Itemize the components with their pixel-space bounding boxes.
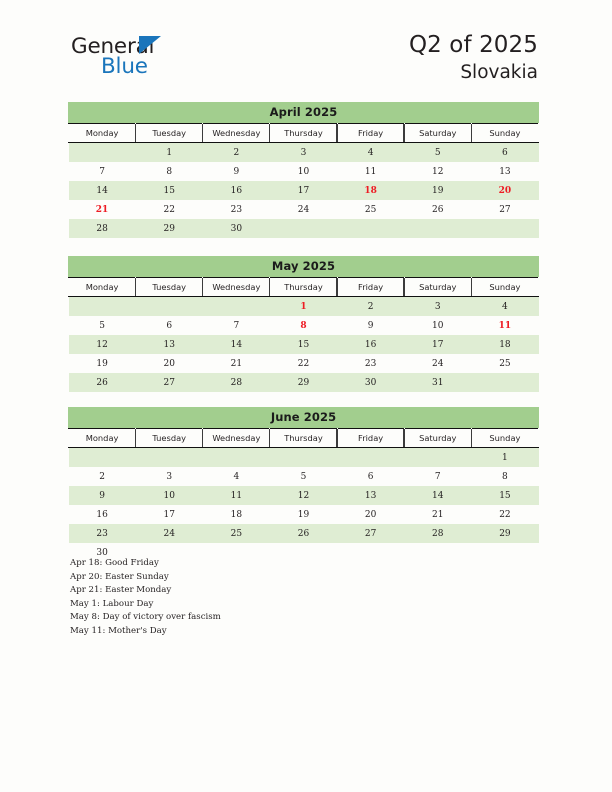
- month-title: June 2025: [68, 407, 539, 428]
- day-cell-empty: [404, 448, 471, 468]
- weekday-header-friday: Friday: [337, 278, 404, 297]
- day-cell-empty: [337, 448, 404, 468]
- weekday-header-row: [69, 124, 539, 143]
- day-cell[interactable]: 28: [203, 373, 270, 392]
- day-cell-empty: [270, 219, 337, 238]
- calendar-month-2: [68, 256, 539, 392]
- day-cell[interactable]: 9: [69, 486, 136, 505]
- day-cell[interactable]: 8: [136, 162, 203, 181]
- brand-logo[interactable]: [71, 34, 271, 82]
- weekday-header-sunday: Sunday: [471, 124, 538, 143]
- day-cell-empty: [136, 297, 203, 317]
- day-cell[interactable]: 30: [337, 373, 404, 392]
- day-cell[interactable]: 2: [69, 467, 136, 486]
- day-cell[interactable]: 12: [404, 162, 471, 181]
- day-cell[interactable]: 27: [471, 200, 538, 219]
- weekday-header-saturday: Saturday: [404, 124, 471, 143]
- weekday-header-saturday: Saturday: [404, 429, 471, 448]
- day-cell[interactable]: 24: [136, 524, 203, 543]
- day-cell[interactable]: 20: [337, 505, 404, 524]
- day-cell-empty: [270, 448, 337, 468]
- day-cell[interactable]: 1: [270, 297, 337, 317]
- weekday-header-monday: Monday: [69, 124, 136, 143]
- month-title: April 2025: [68, 102, 539, 123]
- day-cell[interactable]: 17: [404, 335, 471, 354]
- day-cell-empty: [471, 219, 538, 238]
- day-cell[interactable]: 15: [136, 181, 203, 200]
- day-cell[interactable]: 6: [471, 143, 538, 163]
- day-cell[interactable]: 4: [471, 297, 538, 317]
- day-cell[interactable]: 25: [337, 200, 404, 219]
- day-cell[interactable]: 18: [471, 335, 538, 354]
- day-cell[interactable]: 6: [136, 316, 203, 335]
- weekday-header-wednesday: Wednesday: [203, 124, 270, 143]
- weekday-header-thursday: Thursday: [270, 124, 337, 143]
- day-cell[interactable]: 23: [337, 354, 404, 373]
- day-cell[interactable]: 14: [203, 335, 270, 354]
- weekday-header-wednesday: Wednesday: [203, 429, 270, 448]
- day-cell[interactable]: 25: [203, 524, 270, 543]
- weekday-header-sunday: Sunday: [471, 278, 538, 297]
- week-row: [69, 448, 539, 468]
- day-cell[interactable]: 15: [471, 486, 538, 505]
- holiday-legend-list: [70, 557, 490, 639]
- holiday-legend-item: May 11: Mother's Day: [70, 625, 167, 636]
- day-cell-empty: [337, 219, 404, 238]
- day-cell[interactable]: 1: [136, 143, 203, 163]
- week-row: [69, 219, 539, 238]
- week-row: [69, 162, 539, 181]
- day-cell[interactable]: 26: [270, 524, 337, 543]
- brand-name-blue: Blue: [101, 54, 148, 79]
- day-cell[interactable]: 6: [337, 467, 404, 486]
- week-row: [69, 505, 539, 524]
- day-cell[interactable]: 5: [270, 467, 337, 486]
- day-cell[interactable]: 11: [471, 316, 538, 335]
- day-cell[interactable]: 10: [404, 316, 471, 335]
- day-cell[interactable]: 19: [270, 505, 337, 524]
- weekday-header-thursday: Thursday: [270, 278, 337, 297]
- day-cell[interactable]: 19: [69, 354, 136, 373]
- day-cell[interactable]: 15: [270, 335, 337, 354]
- weekday-header-row: [69, 429, 539, 448]
- month-grid: [68, 123, 539, 238]
- day-cell[interactable]: 14: [404, 486, 471, 505]
- day-cell[interactable]: 18: [337, 181, 404, 200]
- week-row: [69, 524, 539, 543]
- day-cell[interactable]: 23: [203, 200, 270, 219]
- day-cell[interactable]: 5: [404, 143, 471, 163]
- day-cell[interactable]: 20: [136, 354, 203, 373]
- day-cell[interactable]: 19: [404, 181, 471, 200]
- day-cell[interactable]: 3: [270, 143, 337, 163]
- day-cell[interactable]: 26: [69, 373, 136, 392]
- day-cell[interactable]: 24: [270, 200, 337, 219]
- weekday-header-monday: Monday: [69, 278, 136, 297]
- day-cell[interactable]: 16: [337, 335, 404, 354]
- day-cell[interactable]: 7: [404, 467, 471, 486]
- day-cell[interactable]: 8: [471, 467, 538, 486]
- day-cell[interactable]: 27: [337, 524, 404, 543]
- weekday-header-sunday: Sunday: [471, 429, 538, 448]
- day-cell[interactable]: 5: [69, 316, 136, 335]
- day-cell[interactable]: 24: [404, 354, 471, 373]
- day-cell[interactable]: 4: [337, 143, 404, 163]
- title-block: [409, 32, 538, 85]
- holiday-legend-item: Apr 21: Easter Monday: [70, 585, 172, 596]
- day-cell[interactable]: 2: [203, 143, 270, 163]
- page-subtitle-country: Slovakia: [460, 62, 538, 83]
- day-cell[interactable]: 3: [136, 467, 203, 486]
- week-row: [69, 373, 539, 392]
- weekday-header-tuesday: Tuesday: [136, 124, 203, 143]
- day-cell[interactable]: 16: [203, 181, 270, 200]
- weekday-header-thursday: Thursday: [270, 429, 337, 448]
- triangle-flag-icon: [139, 36, 161, 54]
- day-cell[interactable]: 12: [270, 486, 337, 505]
- day-cell[interactable]: 13: [136, 335, 203, 354]
- day-cell[interactable]: 22: [270, 354, 337, 373]
- day-cell[interactable]: 17: [270, 181, 337, 200]
- day-cell[interactable]: 21: [69, 200, 136, 219]
- day-cell[interactable]: 16: [69, 505, 136, 524]
- calendar-month-3: [68, 407, 539, 562]
- day-cell[interactable]: 21: [203, 354, 270, 373]
- day-cell-empty: [471, 373, 538, 392]
- day-cell[interactable]: 10: [136, 486, 203, 505]
- day-cell[interactable]: 21: [404, 505, 471, 524]
- weekday-header-monday: Monday: [69, 429, 136, 448]
- weekday-header-friday: Friday: [337, 124, 404, 143]
- day-cell[interactable]: 13: [471, 162, 538, 181]
- day-cell[interactable]: 20: [471, 181, 538, 200]
- month-grid: [68, 428, 539, 562]
- holiday-legend-item: Apr 20: Easter Sunday: [70, 571, 169, 582]
- day-cell[interactable]: 22: [136, 200, 203, 219]
- day-cell-empty: [69, 297, 136, 317]
- week-row: [69, 200, 539, 219]
- day-cell[interactable]: 26: [404, 200, 471, 219]
- week-row: [69, 143, 539, 163]
- weekday-header-wednesday: Wednesday: [203, 278, 270, 297]
- day-cell[interactable]: 2: [337, 297, 404, 317]
- day-cell[interactable]: 9: [203, 162, 270, 181]
- day-cell[interactable]: 13: [337, 486, 404, 505]
- day-cell[interactable]: 11: [203, 486, 270, 505]
- week-row: [69, 181, 539, 200]
- day-cell[interactable]: 17: [136, 505, 203, 524]
- holiday-legend-item: May 8: Day of victory over fascism: [70, 612, 221, 623]
- day-cell-empty: [404, 219, 471, 238]
- calendar-month-1: [68, 102, 539, 238]
- day-cell[interactable]: 18: [203, 505, 270, 524]
- day-cell[interactable]: 31: [404, 373, 471, 392]
- page-header: [0, 0, 612, 100]
- day-cell[interactable]: 9: [337, 316, 404, 335]
- day-cell[interactable]: 11: [337, 162, 404, 181]
- day-cell[interactable]: 30: [203, 219, 270, 238]
- week-row: [69, 335, 539, 354]
- day-cell[interactable]: 23: [69, 524, 136, 543]
- day-cell-empty: [203, 448, 270, 468]
- day-cell-empty: [69, 143, 136, 163]
- day-cell[interactable]: 12: [69, 335, 136, 354]
- day-cell-empty: [136, 448, 203, 468]
- weekday-header-saturday: Saturday: [404, 278, 471, 297]
- day-cell[interactable]: 10: [270, 162, 337, 181]
- day-cell[interactable]: 25: [471, 354, 538, 373]
- month-title: May 2025: [68, 256, 539, 277]
- week-row: [69, 297, 539, 317]
- day-cell[interactable]: 29: [471, 524, 538, 543]
- day-cell[interactable]: 14: [69, 181, 136, 200]
- weekday-header-friday: Friday: [337, 429, 404, 448]
- weekday-header-tuesday: Tuesday: [136, 429, 203, 448]
- day-cell[interactable]: 1: [471, 448, 538, 468]
- holiday-legend-item: Apr 18: Good Friday: [70, 558, 159, 568]
- day-cell[interactable]: 7: [203, 316, 270, 335]
- page-title: Q2 of 2025: [408, 32, 538, 58]
- day-cell[interactable]: 22: [471, 505, 538, 524]
- day-cell[interactable]: 28: [69, 219, 136, 238]
- week-row: [69, 486, 539, 505]
- day-cell-empty: [203, 297, 270, 317]
- day-cell[interactable]: 28: [404, 524, 471, 543]
- day-cell-empty: [69, 448, 136, 468]
- day-cell[interactable]: 3: [404, 297, 471, 317]
- week-row: [69, 467, 539, 486]
- weekday-header-row: [69, 278, 539, 297]
- week-row: [69, 354, 539, 373]
- brand-name-general: General: [71, 34, 155, 59]
- holiday-legend-item: May 1: Labour Day: [70, 598, 154, 609]
- day-cell[interactable]: 27: [136, 373, 203, 392]
- month-grid: [68, 277, 539, 392]
- day-cell[interactable]: 8: [270, 316, 337, 335]
- weekday-header-tuesday: Tuesday: [136, 278, 203, 297]
- day-cell[interactable]: 29: [270, 373, 337, 392]
- day-cell[interactable]: 7: [69, 162, 136, 181]
- day-cell[interactable]: 30: [69, 543, 136, 562]
- day-cell[interactable]: 4: [203, 467, 270, 486]
- day-cell[interactable]: 29: [136, 219, 203, 238]
- week-row: [69, 316, 539, 335]
